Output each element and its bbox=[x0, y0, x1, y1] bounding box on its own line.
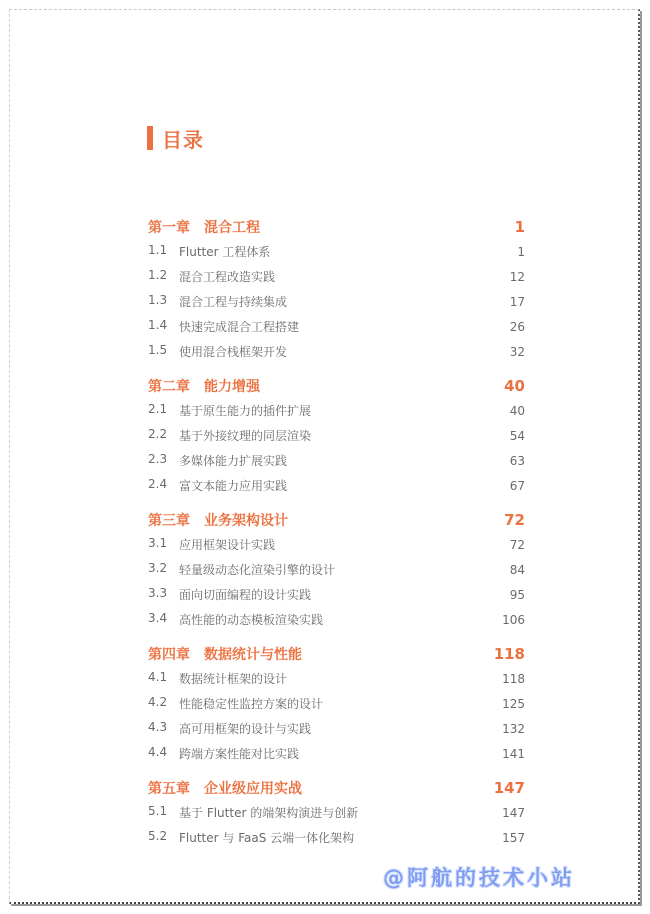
section-label bbox=[148, 243, 270, 260]
section-title: 跨端方案性能对比实践 bbox=[179, 747, 300, 761]
section-title: 混合工程改造实践 bbox=[179, 270, 276, 284]
section-entry[interactable] bbox=[148, 473, 525, 498]
chapter-entry[interactable] bbox=[148, 507, 525, 532]
section-page-number: 67 bbox=[509, 478, 525, 493]
watermark: @阿航的技术小站 bbox=[383, 866, 575, 890]
section-number: 4.2 bbox=[148, 695, 168, 709]
section-title: 性能稳定性监控方案的设计 bbox=[179, 697, 324, 711]
section-label bbox=[148, 611, 323, 628]
section-title: 数据统计框架的设计 bbox=[179, 672, 288, 686]
chapter-block bbox=[148, 507, 525, 632]
section-title: 使用混合栈框架开发 bbox=[179, 345, 288, 359]
section-page-number: 141 bbox=[502, 746, 525, 761]
section-page-number: 132 bbox=[502, 721, 525, 736]
section-entry[interactable] bbox=[148, 289, 525, 314]
section-number: 4.3 bbox=[148, 720, 168, 734]
section-title: 面向切面编程的设计实践 bbox=[179, 588, 312, 602]
chapter-block bbox=[148, 775, 525, 850]
section-label bbox=[148, 745, 299, 762]
chapter-label bbox=[148, 644, 302, 664]
chapter-number: 第五章 bbox=[148, 780, 190, 797]
section-label bbox=[148, 536, 275, 553]
section-label bbox=[148, 268, 275, 285]
chapter-title: 混合工程 bbox=[204, 219, 260, 236]
chapter-title: 能力增强 bbox=[204, 378, 260, 395]
page-title bbox=[147, 126, 204, 150]
section-number: 2.4 bbox=[148, 477, 168, 491]
section-title: Flutter 与 FaaS 云端一体化架构 bbox=[179, 831, 355, 845]
section-number: 1.4 bbox=[148, 318, 168, 332]
section-number: 4.4 bbox=[148, 745, 168, 759]
chapter-label bbox=[148, 778, 302, 798]
section-title: 基于 Flutter 的端架构演进与创新 bbox=[179, 806, 359, 820]
chapter-entry[interactable] bbox=[148, 641, 525, 666]
section-label bbox=[148, 343, 287, 360]
section-entry[interactable] bbox=[148, 666, 525, 691]
section-entry[interactable] bbox=[148, 423, 525, 448]
section-entry[interactable] bbox=[148, 607, 525, 632]
chapter-page-number: 40 bbox=[504, 376, 525, 395]
chapter-label bbox=[148, 510, 288, 530]
section-page-number: 118 bbox=[502, 671, 525, 686]
section-page-number: 63 bbox=[509, 453, 525, 468]
chapter-page-number: 118 bbox=[493, 644, 525, 663]
section-page-number: 125 bbox=[502, 696, 525, 711]
chapter-title: 企业级应用实战 bbox=[204, 780, 302, 797]
chapter-entry[interactable] bbox=[148, 214, 525, 239]
section-page-number: 12 bbox=[509, 269, 525, 284]
section-label bbox=[148, 477, 287, 494]
section-title: 轻量级动态化渲染引擎的设计 bbox=[179, 563, 336, 577]
section-page-number: 54 bbox=[509, 428, 525, 443]
chapter-page-number: 72 bbox=[504, 510, 525, 529]
section-page-number: 106 bbox=[502, 612, 525, 627]
section-label bbox=[148, 804, 358, 821]
chapter-number: 第三章 bbox=[148, 512, 190, 529]
section-page-number: 40 bbox=[509, 403, 525, 418]
section-page-number: 84 bbox=[509, 562, 525, 577]
section-title: 高性能的动态模板渲染实践 bbox=[179, 613, 324, 627]
section-number: 2.1 bbox=[148, 402, 168, 416]
section-entry[interactable] bbox=[148, 448, 525, 473]
section-entry[interactable] bbox=[148, 339, 525, 364]
section-title: 快速完成混合工程搭建 bbox=[179, 320, 300, 334]
section-number: 1.1 bbox=[148, 243, 168, 257]
section-label bbox=[148, 452, 287, 469]
section-title: 基于原生能力的插件扩展 bbox=[179, 404, 312, 418]
section-number: 3.3 bbox=[148, 586, 168, 600]
section-page-number: 32 bbox=[509, 344, 525, 359]
section-title: 混合工程与持续集成 bbox=[179, 295, 288, 309]
section-number: 2.2 bbox=[148, 427, 168, 441]
section-title: 高可用框架的设计与实践 bbox=[179, 722, 312, 736]
section-label bbox=[148, 318, 299, 335]
section-title: 基于外接纹理的同层渲染 bbox=[179, 429, 312, 443]
section-number: 5.2 bbox=[148, 829, 168, 843]
chapter-title: 数据统计与性能 bbox=[204, 646, 302, 663]
chapter-label bbox=[148, 376, 260, 396]
section-number: 1.3 bbox=[148, 293, 168, 307]
section-number: 1.5 bbox=[148, 343, 168, 357]
section-label bbox=[148, 293, 287, 310]
section-number: 2.3 bbox=[148, 452, 168, 466]
section-page-number: 17 bbox=[509, 294, 525, 309]
chapter-entry[interactable] bbox=[148, 373, 525, 398]
section-label bbox=[148, 829, 354, 846]
title-accent-bar bbox=[147, 126, 153, 150]
section-entry[interactable] bbox=[148, 264, 525, 289]
section-title: 多媒体能力扩展实践 bbox=[179, 454, 288, 468]
section-number: 4.1 bbox=[148, 670, 168, 684]
section-entry[interactable] bbox=[148, 239, 525, 264]
section-page-number: 26 bbox=[509, 319, 525, 334]
section-entry[interactable] bbox=[148, 691, 525, 716]
section-label bbox=[148, 695, 323, 712]
chapter-entry[interactable] bbox=[148, 775, 525, 800]
section-entry[interactable] bbox=[148, 398, 525, 423]
chapter-page-number: 1 bbox=[514, 217, 525, 236]
section-page-number: 147 bbox=[502, 805, 525, 820]
toc-title-text: 目录 bbox=[162, 127, 204, 152]
section-number: 3.4 bbox=[148, 611, 168, 625]
section-title: 富文本能力应用实践 bbox=[179, 479, 288, 493]
table-of-contents bbox=[148, 214, 525, 859]
chapter-block bbox=[148, 641, 525, 766]
section-label bbox=[148, 586, 311, 603]
section-page-number: 72 bbox=[509, 537, 525, 552]
section-entry[interactable] bbox=[148, 800, 525, 825]
section-label bbox=[148, 720, 311, 737]
chapter-page-number: 147 bbox=[493, 778, 525, 797]
chapter-label bbox=[148, 217, 260, 237]
chapter-block bbox=[148, 214, 525, 364]
section-label bbox=[148, 427, 311, 444]
section-page-number: 1 bbox=[517, 244, 525, 259]
section-page-number: 157 bbox=[502, 830, 525, 845]
section-number: 3.1 bbox=[148, 536, 168, 550]
section-title: 应用框架设计实践 bbox=[179, 538, 276, 552]
section-label bbox=[148, 670, 287, 687]
page bbox=[9, 9, 640, 904]
section-entry[interactable] bbox=[148, 716, 525, 741]
section-label bbox=[148, 402, 311, 419]
chapter-number: 第二章 bbox=[148, 378, 190, 395]
section-entry[interactable] bbox=[148, 314, 525, 339]
section-entry[interactable] bbox=[148, 557, 525, 582]
chapter-title: 业务架构设计 bbox=[204, 512, 288, 529]
section-entry[interactable] bbox=[148, 825, 525, 850]
section-label bbox=[148, 561, 335, 578]
section-entry[interactable] bbox=[148, 582, 525, 607]
section-title: Flutter 工程体系 bbox=[179, 245, 271, 259]
chapter-block bbox=[148, 373, 525, 498]
section-page-number: 95 bbox=[509, 587, 525, 602]
chapter-number: 第四章 bbox=[148, 646, 190, 663]
section-number: 5.1 bbox=[148, 804, 168, 818]
section-entry[interactable] bbox=[148, 532, 525, 557]
chapter-number: 第一章 bbox=[148, 219, 190, 236]
section-entry[interactable] bbox=[148, 741, 525, 766]
section-number: 1.2 bbox=[148, 268, 168, 282]
section-number: 3.2 bbox=[148, 561, 168, 575]
